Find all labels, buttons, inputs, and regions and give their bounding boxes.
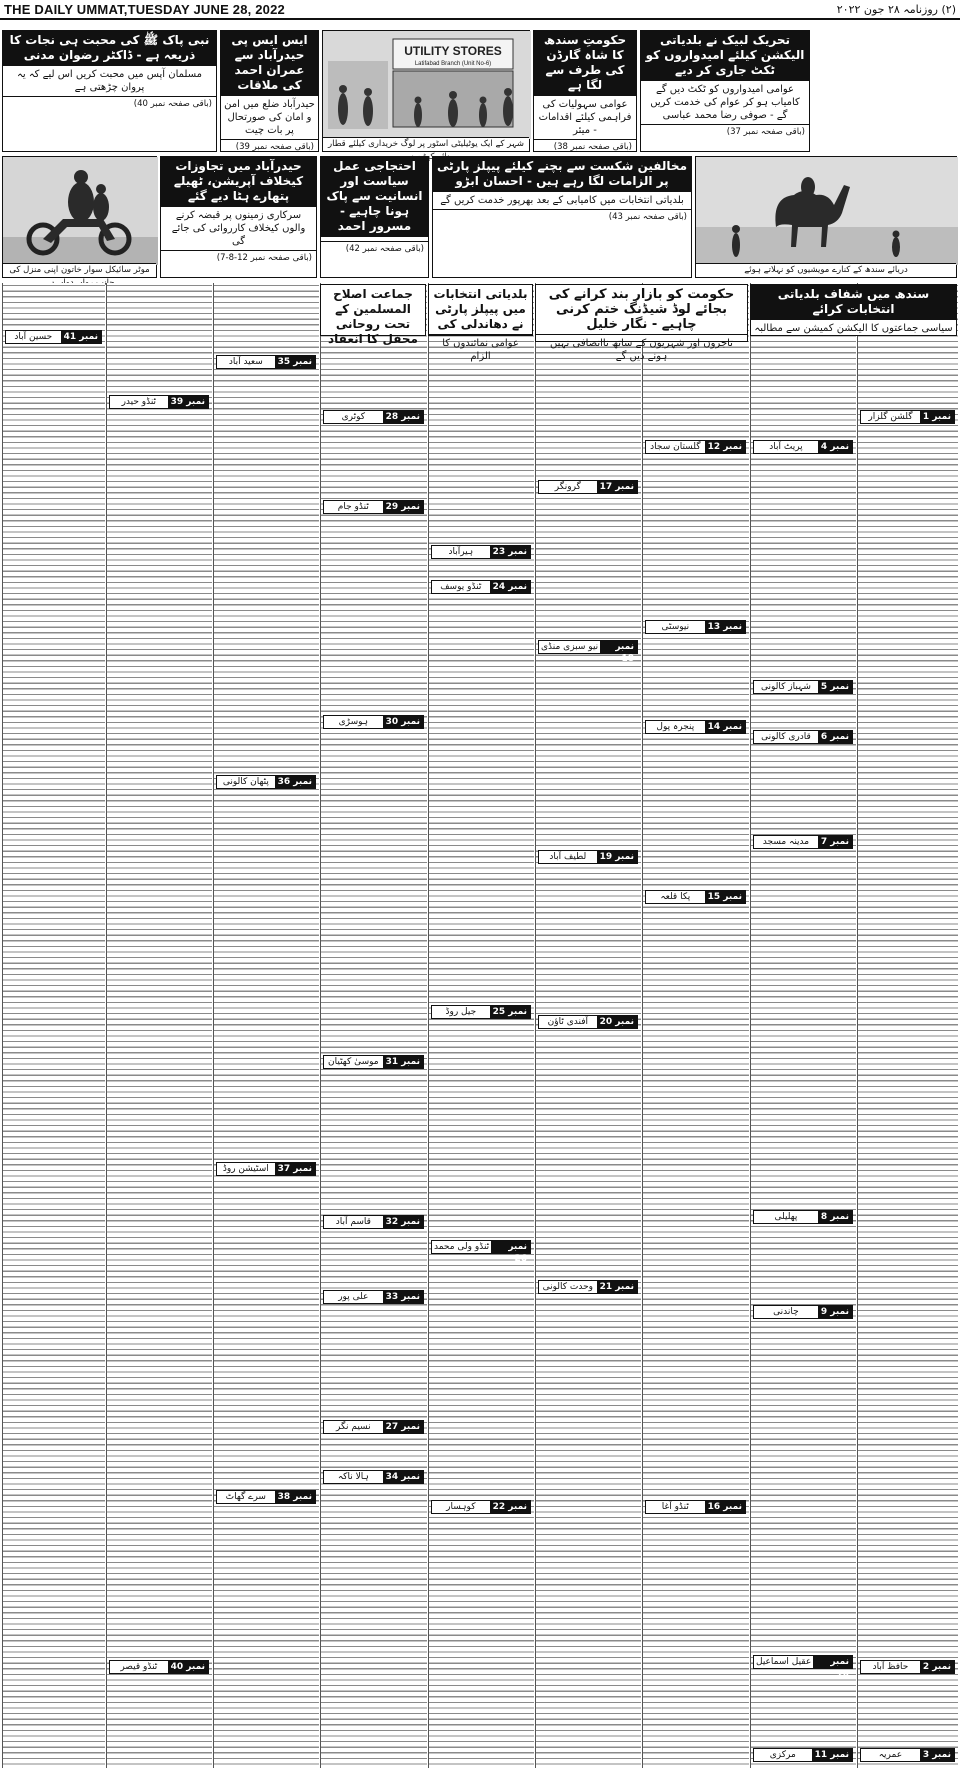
ward-tag [323,1470,424,1484]
top-story-1 [640,30,810,152]
subheadline: عوامی امیدواروں کو ٹکٹ دیں گے کامیاب ہو کر عوام کی خدمت کریں گے - صوفی رضا محمد عباسی [641,80,809,124]
ward-number: نمبر 24 [490,581,530,593]
ward-number: نمبر 32 [383,1216,423,1228]
motorcycle-photo [2,156,157,278]
ward-name: ہالا ناکہ [337,1472,369,1482]
ward-number: نمبر 25 [490,1006,530,1018]
ward-number: نمبر 2 [920,1661,954,1673]
ward-number: نمبر 31 [383,1056,423,1068]
ward-number: نمبر 15 [705,891,745,903]
camel-photo [695,156,957,278]
headline: حکومت کو بازار بند کرانے کی بجائے لوڈ شیڈنگ ختم کرنی چاہیے - نگار خلیل [548,287,735,332]
ward-number: نمبر 33 [383,1291,423,1303]
ward-number: نمبر 1 [920,411,954,423]
ward-number: نمبر 6 [818,731,852,743]
continued-note: (باقی صفحہ نمبر 38) [534,139,636,153]
second-story-1 [750,284,957,336]
ward-number: نمبر 10 [813,1656,852,1668]
ward-name: ٹنڈو یوسف [440,582,482,592]
ward-number: نمبر 17 [597,481,637,493]
ward-number: نمبر 3 [920,1749,954,1761]
ward-tag [323,715,424,729]
continued-note: (باقی صفحہ نمبر 39) [221,139,318,153]
ward-tag [753,1655,853,1679]
ward-number: نمبر 8 [818,1211,852,1223]
ward-name: مدینہ مسجد [762,837,810,847]
ward-name: ٹنڈو آغا [661,1502,689,1512]
ward-name: پھلیلی [774,1212,798,1222]
ward-number: نمبر 13 [705,621,745,633]
photo-caption: موٹر سائیکل سوار خاتون اپنی منزل کی [3,263,156,277]
ward-tag [753,1748,853,1762]
ward-name: اسٹیشن روڈ [222,1164,269,1174]
ward-name: گرونگر [554,482,581,492]
ward-name: عقیل اسماعیل [756,1657,812,1667]
ward-name: نیو سبزی منڈی [541,642,599,652]
continued-note: (باقی صفحہ نمبر 42) [321,241,428,255]
ward-tag [323,410,424,424]
ward-name: علی پور [338,1292,369,1302]
ward-name: ٹنڈو حیدر [121,397,157,407]
ward-name: نسیم نگر [336,1422,371,1432]
ward-tag [753,680,853,694]
ward-tag [538,640,638,664]
ward-name: گلستان سجاد [650,442,701,452]
ward-number: نمبر 14 [705,721,745,733]
ward-name: آفندی ٹاؤن [547,1017,588,1027]
ward-number: نمبر 35 [275,356,315,368]
ward-tag [109,1660,209,1674]
subheadline: بلدیاتی انتخابات میں کامیابی کے بعد بھرپور خدمت کریں گے [433,191,691,209]
ward-number: نمبر 22 [490,1501,530,1513]
ward-name: ہیرآباد [448,547,474,557]
storefront-illustration [323,31,531,139]
ward-tag [431,1500,531,1514]
column-8 [106,283,212,1768]
ward-tag [753,730,853,744]
utility-stores-photo [322,30,530,152]
ward-tag [753,835,853,849]
ward-tag [109,395,209,409]
ward-number: نمبر 20 [597,1016,637,1028]
ward-number: نمبر 41 [61,331,101,343]
ward-name: ہوسڑی [338,717,369,727]
column-2 [750,283,856,1768]
ward-name: سرے گھاٹ [225,1492,266,1502]
headline: ایس ایس پی حیدرآباد سے عمران احمد کی ملاقات [221,31,318,95]
ward-name: ٹنڈو قیصر [120,1662,158,1672]
column-3 [642,283,749,1768]
ward-tag [323,1055,424,1069]
ward-name: کوٹری [341,412,366,422]
ward-number: نمبر 36 [275,776,315,788]
mid-story-2 [320,156,429,278]
ward-tag [431,1005,531,1019]
ward-number: نمبر 18 [600,641,637,653]
ward-tag [216,1490,316,1504]
ward-tag [431,1240,531,1264]
mid-story-1 [432,156,692,278]
subheadline: سیاسی جماعتوں کا الیکشن کمیشن سے مطالبہ [751,319,956,337]
ward-tag [753,440,853,454]
subheadline: عوامی سہولیات کی فراہمی کیلئے اقدامات - میئر [534,95,636,139]
column-9 [2,283,105,1768]
masthead-urdu: (۲) روزنامہ ۲۸ جون ۲۰۲۲ [836,2,956,16]
ward-tag [216,775,316,789]
ward-number: نمبر 34 [383,1471,423,1483]
ward-name: جیل روڈ [445,1007,477,1017]
ward-number: نمبر 26 [491,1241,530,1253]
second-story-3 [428,284,533,362]
column-7 [213,283,319,1768]
second-story-2 [535,284,748,362]
ward-number: نمبر 23 [490,546,530,558]
ward-number: نمبر 38 [275,1491,315,1503]
ward-number: نمبر 21 [597,1281,637,1293]
ward-tag [323,1215,424,1229]
ward-tag [431,580,531,594]
column-5 [428,283,534,1768]
store-sign: UTILITY STORES [404,44,502,58]
ward-tag [538,1015,638,1029]
column-1 [857,283,958,1768]
ward-tag [645,620,746,634]
camel-illustration [696,157,958,265]
subheadline: عوامی نمائندوں کا الزام [429,334,532,365]
ward-name: کوہسار [446,1502,476,1512]
headline: مخالفین شکست سے بچنے کیلئے پیپلز پارٹی پر الزامات لگا رہے ہیں - احسان ابڑو [433,157,691,191]
ward-name: گلشن گلزار [868,412,913,422]
ward-tag [645,440,746,454]
top-story-4 [2,30,217,152]
ward-number: نمبر 37 [275,1163,315,1175]
ward-name: عمریہ [878,1750,903,1760]
headline: نبی پاک ﷺ کی محبت ہی نجات کا ذریعہ ہے - ڈاکٹر رضوان مدنی [3,31,216,65]
ward-name: حافظ آباد [872,1662,909,1672]
headline: حکومتِ سندھ کا شاہ گارڈن کی طرف سے لگا ہے [534,31,636,95]
ward-number: نمبر 28 [383,411,423,423]
ward-name: موسیٰ کھٹیان [328,1057,379,1067]
ward-name: پنجرہ پول [656,722,695,732]
ward-name: وحدت کالونی [542,1282,594,1292]
ward-number: نمبر 19 [597,851,637,863]
ward-number: نمبر 9 [818,1306,852,1318]
headline: احتجاجی عمل سیاست اور انسانیت سے پاک ہونا چاہیے - مسرور احمد [321,157,428,236]
headline: جماعت اصلاح المسلمین کے تحت روحانی محفل کا انعقاد [328,287,418,346]
ward-name: نیوسٹی [661,622,690,632]
continued-note: (باقی صفحہ نمبر 40) [3,96,216,110]
masthead [0,0,960,20]
ward-name: شہباز کالونی [761,682,811,692]
ward-tag [860,410,955,424]
ward-tag [538,1280,638,1294]
top-story-2 [533,30,637,152]
ward-number: نمبر 39 [168,396,208,408]
headline: تحریک لبیک نے بلدیاتی الیکشن کیلئے امیدواروں کو ٹکٹ جاری کر دیے [641,31,809,80]
ward-tag [323,500,424,514]
ward-name: چاندنی [773,1307,799,1317]
ward-tag [323,1290,424,1304]
ward-name: قادری کالونی [761,732,811,742]
photo-caption: شہر کے ایک یوٹیلیٹی اسٹور پر لوگ خریداری کیلئے قطار [323,137,529,151]
motorcycle-illustration [3,157,158,265]
ward-tag [645,1500,746,1514]
ward-tag [645,890,746,904]
ward-tag [538,480,638,494]
ward-number: نمبر 29 [383,501,423,513]
headline: بلدیاتی انتخابات میں پیپلز پارٹی نے دھاندلی کی [433,287,528,331]
ward-tag [5,330,102,344]
headline: سندھ میں شفاف بلدیاتی انتخابات کرائے [751,285,956,319]
ward-tag [645,720,746,734]
ward-tag [216,355,316,369]
ward-tag [753,1210,853,1224]
masthead-english: THE DAILY UMMAT,TUESDAY JUNE 28, 2022 [4,1,285,17]
subheadline: مسلمان آپس میں محبت کریں اس لیے کہ یہ پروان چڑھتی ہے [3,65,216,96]
ward-name: حسین آباد [14,332,53,342]
continued-note: (باقی صفحہ نمبر 37) [641,124,809,138]
second-story-4 [320,284,426,346]
ward-number: نمبر 40 [168,1661,208,1673]
ward-number: نمبر 30 [383,716,423,728]
top-story-3 [220,30,319,152]
ward-tag [538,850,638,864]
ward-tag [431,545,531,559]
ward-number: نمبر 4 [818,441,852,453]
ward-tag [216,1162,316,1176]
continued-note: (باقی صفحہ نمبر 12-8-7) [161,250,316,264]
ward-number: نمبر 7 [818,836,852,848]
ward-name: لطیف آباد [549,852,587,862]
store-sign-branch: Latifabad Branch (Unit No-6) [414,61,492,67]
ward-number: نمبر 11 [812,1749,852,1761]
ward-tag [753,1305,853,1319]
subheadline: حیدرآباد ضلع میں امن و امان کی صورتحال پر بات چیت [221,95,318,139]
ward-name: پریٹ آباد [769,442,803,452]
ward-name: سعید آباد [228,357,263,367]
ward-number: نمبر 27 [383,1421,423,1433]
subheadline: سرکاری زمینوں پر قبضہ کرنے والوں کیخلاف کارروائی کی جائے گی [161,206,316,250]
mid-story-3 [160,156,317,278]
ward-number: نمبر 16 [705,1501,745,1513]
ward-number: نمبر 12 [705,441,745,453]
photo-caption: دریائے سندھ کے کنارے مویشیوں کو نہلاتے ہوئے [696,263,956,277]
ward-name: پٹھان کالونی [222,777,269,787]
subheadline: تاجروں اور شہریوں کے ساتھ ناانصافی نہیں ہونے دیں گے [536,334,747,365]
ward-tag [323,1420,424,1434]
ward-name: ٹنڈو ولی محمد [434,1242,490,1252]
continued-note: (باقی صفحہ نمبر 43) [433,209,691,223]
ward-name: مرکزی [769,1750,796,1760]
ward-name: پکا قلعہ [660,892,691,902]
ward-tag [860,1748,955,1762]
ward-number: نمبر 5 [818,681,852,693]
ward-name: ٹنڈو جام [337,502,369,512]
ward-name: قاسم آباد [335,1217,371,1227]
headline: حیدرآباد میں تجاوزات کیخلاف آپریشن، ٹھیلے پتھارے ہٹا دیے گئے [161,157,316,206]
ward-tag [860,1660,955,1674]
